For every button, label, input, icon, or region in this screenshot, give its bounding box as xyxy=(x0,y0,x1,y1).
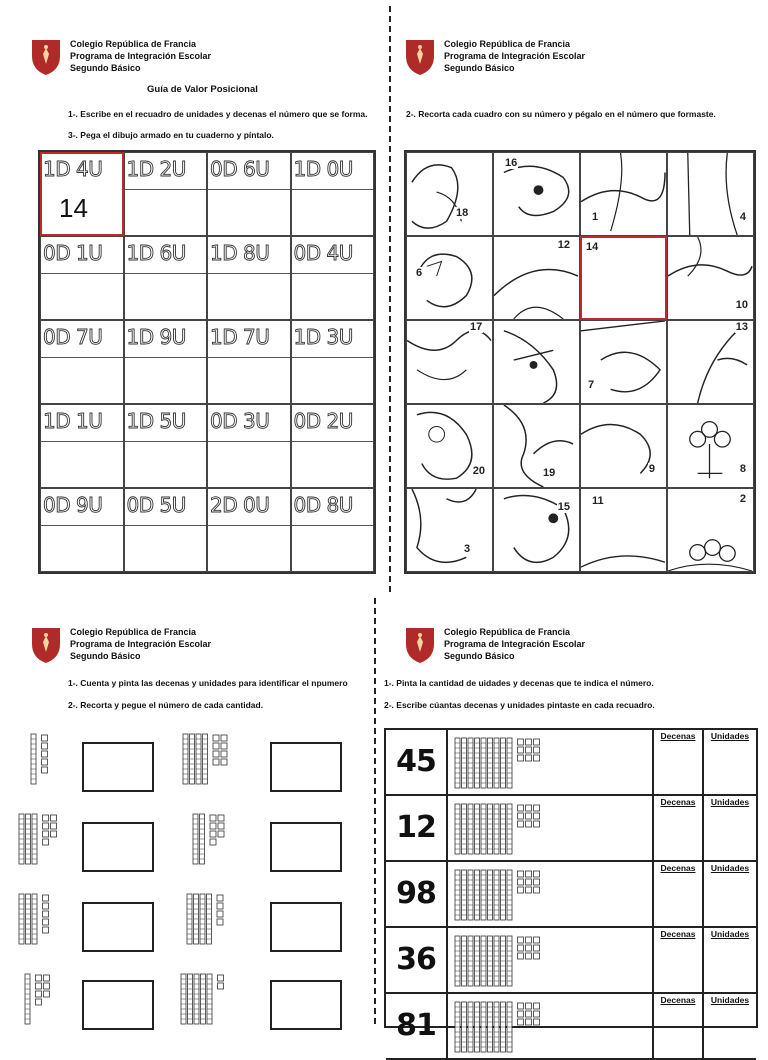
grid-cell xyxy=(124,236,208,320)
blocks-icon xyxy=(454,868,547,922)
worksheet-puzzle xyxy=(392,0,768,590)
grid-cell xyxy=(124,404,208,488)
cell-code: 1D 7U xyxy=(210,325,270,349)
cell-divider xyxy=(208,525,290,526)
instruction-1: 1-. Escribe en el recuadro de unidades y decenas el número que se forma. xyxy=(68,109,368,119)
puzzle-piece xyxy=(580,404,667,488)
unidades-header: Unidades xyxy=(710,863,750,873)
answer-box[interactable] xyxy=(82,980,154,1030)
blocks-icon xyxy=(192,812,231,866)
target-number: 36 xyxy=(386,928,448,992)
grade-name: Segundo Básico xyxy=(70,651,141,661)
puzzle-drawing xyxy=(407,489,492,571)
answer-box[interactable] xyxy=(82,822,154,872)
grade-name: Segundo Básico xyxy=(444,63,515,73)
piece-number: 12 xyxy=(557,239,570,251)
base-ten-blocks xyxy=(454,1000,547,1059)
grid-cell xyxy=(291,236,375,320)
base-ten-blocks xyxy=(30,732,55,791)
cell-code: 1D 2U xyxy=(126,157,186,181)
blocks-icon xyxy=(18,812,64,866)
cell-divider xyxy=(292,273,374,274)
grid-cell xyxy=(40,320,124,404)
answer-box[interactable] xyxy=(270,902,342,952)
grid-cell xyxy=(291,152,375,236)
school-name: Colegio República de Francia xyxy=(444,627,571,637)
instruction-1: 1-. Cuenta y pinta las decenas y unidades para identificar el npumero xyxy=(68,678,348,688)
puzzle-piece xyxy=(493,236,580,320)
cell-code: 1D 4U xyxy=(43,157,103,181)
puzzle-piece xyxy=(493,488,580,572)
cell-code: 1D 8U xyxy=(210,241,270,265)
instruction-2: 2-. Recorta cada cuadro con su número y pégalo en el número que formaste. xyxy=(406,109,716,119)
cell-divider xyxy=(125,525,207,526)
puzzle-drawing xyxy=(668,321,753,403)
base-ten-blocks xyxy=(182,732,234,791)
puzzle-piece xyxy=(580,236,667,320)
cell-code: 0D 5U xyxy=(126,493,186,517)
blocks-icon xyxy=(186,892,230,946)
base-ten-blocks xyxy=(454,736,547,795)
grid-cell xyxy=(291,320,375,404)
grid-cell xyxy=(40,488,124,572)
cell-divider xyxy=(125,357,207,358)
target-number: 12 xyxy=(386,796,448,860)
piece-number: 11 xyxy=(592,495,604,507)
cell-code: 0D 9U xyxy=(43,493,103,517)
puzzle-piece xyxy=(406,488,493,572)
school-name: Colegio República de Francia xyxy=(70,627,197,637)
unidades-header: Unidades xyxy=(710,731,750,741)
worksheet-count-blocks xyxy=(0,600,374,1024)
cell-code: 1D 3U xyxy=(293,325,353,349)
program-name: Programa de Integración Escolar xyxy=(70,51,212,61)
program-name: Programa de Integración Escolar xyxy=(444,639,586,649)
puzzle-piece xyxy=(493,320,580,404)
decenas-header: Decenas xyxy=(660,797,696,807)
puzzle-piece xyxy=(406,152,493,236)
worksheet-place-value xyxy=(0,0,388,590)
cell-divider xyxy=(41,357,123,358)
decenas-cell[interactable] xyxy=(652,730,702,794)
puzzle-piece xyxy=(493,152,580,236)
puzzle-piece xyxy=(406,404,493,488)
decenas-header: Decenas xyxy=(660,731,696,741)
cell-code: 1D 0U xyxy=(293,157,353,181)
number-table xyxy=(384,728,758,1043)
answer-box[interactable] xyxy=(82,742,154,792)
blocks-icon xyxy=(18,892,56,946)
cell-divider xyxy=(41,273,123,274)
cell-code: 1D 1U xyxy=(43,409,103,433)
cell-divider xyxy=(41,525,123,526)
decenas-cell[interactable] xyxy=(652,928,702,992)
answer-box[interactable] xyxy=(270,742,342,792)
base-ten-blocks xyxy=(192,812,231,871)
unidades-header: Unidades xyxy=(710,797,750,807)
piece-number: 20 xyxy=(472,465,485,477)
piece-number: 10 xyxy=(735,299,748,311)
place-value-grid xyxy=(38,150,376,574)
unidades-cell[interactable] xyxy=(702,796,756,860)
cell-divider xyxy=(292,357,374,358)
base-ten-blocks xyxy=(186,892,230,951)
blocks-icon xyxy=(180,972,231,1026)
puzzle-piece xyxy=(667,320,754,404)
unidades-cell[interactable] xyxy=(702,862,756,926)
target-number: 45 xyxy=(386,730,448,794)
blocks-icon xyxy=(182,732,234,786)
decenas-cell[interactable] xyxy=(652,862,702,926)
table-row xyxy=(386,928,756,994)
unidades-header: Unidades xyxy=(710,995,750,1005)
target-number: 98 xyxy=(386,862,448,926)
instruction-2: 2-. Recorta y pegue el número de cada cantidad. xyxy=(68,700,264,710)
table-row xyxy=(386,862,756,928)
table-row xyxy=(386,994,756,1060)
decenas-header: Decenas xyxy=(660,995,696,1005)
piece-number: 18 xyxy=(456,207,469,219)
cell-divider xyxy=(292,189,374,190)
grid-cell xyxy=(207,152,291,236)
unidades-cell[interactable] xyxy=(702,928,756,992)
decenas-cell[interactable] xyxy=(652,796,702,860)
grid-cell xyxy=(207,404,291,488)
piece-number: 13 xyxy=(735,321,748,333)
cell-divider xyxy=(292,525,374,526)
decenas-cell[interactable] xyxy=(652,994,702,1058)
cell-code: 0D 4U xyxy=(293,241,353,265)
answer-text: 14 xyxy=(59,193,88,223)
base-ten-blocks xyxy=(18,892,56,951)
base-ten-blocks xyxy=(24,972,57,1031)
piece-number: 19 xyxy=(543,467,556,479)
cell-code: 1D 5U xyxy=(126,409,186,433)
blocks-icon xyxy=(454,802,547,856)
unidades-cell[interactable] xyxy=(702,730,756,794)
divider-top xyxy=(389,6,391,592)
base-ten-blocks xyxy=(180,972,231,1031)
decenas-header: Decenas xyxy=(660,863,696,873)
cell-divider xyxy=(125,273,207,274)
grid-cell xyxy=(40,404,124,488)
cell-code: 2D 0U xyxy=(210,493,270,517)
grid-cell xyxy=(291,404,375,488)
puzzle-drawing xyxy=(407,153,492,235)
grid-cell xyxy=(40,152,124,236)
cell-divider xyxy=(208,189,290,190)
grid-cell xyxy=(124,488,208,572)
school-shield-icon xyxy=(30,624,62,664)
school-shield-icon xyxy=(404,624,436,664)
grid-cell xyxy=(207,236,291,320)
puzzle-drawing xyxy=(494,321,579,403)
cell-divider xyxy=(208,273,290,274)
cell-code: 0D 6U xyxy=(210,157,270,181)
base-ten-blocks xyxy=(454,868,547,927)
school-shield-icon xyxy=(404,36,436,76)
puzzle-piece xyxy=(580,488,667,572)
puzzle-grid xyxy=(404,150,756,574)
divider-bottom xyxy=(374,598,376,1024)
puzzle-piece xyxy=(406,236,493,320)
blocks-icon xyxy=(454,736,547,790)
puzzle-piece xyxy=(667,152,754,236)
puzzle-piece xyxy=(667,488,754,572)
piece-number: 17 xyxy=(470,321,483,333)
grid-cell xyxy=(124,320,208,404)
page-title: Guía de Valor Posicional xyxy=(147,84,258,95)
puzzle-piece xyxy=(667,404,754,488)
base-ten-blocks xyxy=(454,802,547,861)
cell-divider xyxy=(208,357,290,358)
grid-cell xyxy=(207,488,291,572)
program-name: Programa de Integración Escolar xyxy=(70,639,212,649)
unidades-cell[interactable] xyxy=(702,994,756,1058)
grid-cell xyxy=(207,320,291,404)
grid-cell xyxy=(291,488,375,572)
cell-divider xyxy=(125,189,207,190)
cell-code: 0D 3U xyxy=(210,409,270,433)
blocks-icon xyxy=(30,732,55,786)
cell-code: 0D 1U xyxy=(43,241,103,265)
target-number: 81 xyxy=(386,994,448,1058)
cell-code: 0D 8U xyxy=(293,493,353,517)
answer-box[interactable] xyxy=(270,822,342,872)
piece-number: 7 xyxy=(588,379,595,391)
cell-code: 1D 9U xyxy=(126,325,186,349)
cell-code: 0D 2U xyxy=(293,409,353,433)
puzzle-drawing xyxy=(494,405,579,487)
piece-number: 4 xyxy=(739,211,746,223)
program-name: Programa de Integración Escolar xyxy=(444,51,586,61)
puzzle-piece xyxy=(406,320,493,404)
cell-code: 1D 6U xyxy=(126,241,186,265)
piece-number: 1 xyxy=(592,211,599,223)
school-name: Colegio República de Francia xyxy=(444,39,571,49)
cell-divider xyxy=(292,441,374,442)
instruction-2: 2-. Escribe cúantas decenas y unidades pintaste en cada recuadro. xyxy=(384,700,655,710)
worksheet-paint-blocks xyxy=(378,600,768,1043)
answer-box[interactable] xyxy=(82,902,154,952)
grid-cell xyxy=(124,152,208,236)
blocks-icon xyxy=(24,972,57,1026)
unidades-header: Unidades xyxy=(710,929,750,939)
puzzle-piece xyxy=(580,320,667,404)
base-ten-blocks xyxy=(18,812,64,871)
puzzle-piece xyxy=(493,404,580,488)
piece-number: 15 xyxy=(557,501,570,513)
puzzle-piece xyxy=(580,152,667,236)
piece-number: 16 xyxy=(505,157,518,169)
cell-divider xyxy=(125,441,207,442)
instruction-3: 3-. Pega el dibujo armado en tu cuaderno y píntalo. xyxy=(68,130,274,140)
cell-divider xyxy=(208,441,290,442)
piece-number: 9 xyxy=(648,463,655,475)
puzzle-piece xyxy=(667,236,754,320)
school-shield-icon xyxy=(30,36,62,76)
table-row xyxy=(386,796,756,862)
base-ten-blocks xyxy=(454,934,547,993)
cell-divider xyxy=(41,441,123,442)
grid-cell xyxy=(40,236,124,320)
piece-number: 14 xyxy=(586,241,599,253)
blocks-icon xyxy=(454,1000,547,1054)
piece-number: 8 xyxy=(739,463,746,475)
answer-box[interactable] xyxy=(270,980,342,1030)
instruction-1: 1-. Pinta la cantidad de uidades y decenas que te indica el número. xyxy=(384,678,654,688)
cell-code: 0D 7U xyxy=(43,325,103,349)
grade-name: Segundo Básico xyxy=(444,651,515,661)
piece-number: 6 xyxy=(416,267,423,279)
puzzle-drawing xyxy=(407,321,492,403)
school-name: Colegio República de Francia xyxy=(70,39,197,49)
decenas-header: Decenas xyxy=(660,929,696,939)
table-row xyxy=(386,730,756,796)
piece-number: 3 xyxy=(464,543,471,555)
grade-name: Segundo Básico xyxy=(70,63,141,73)
piece-number: 2 xyxy=(739,493,746,505)
blocks-icon xyxy=(454,934,547,988)
